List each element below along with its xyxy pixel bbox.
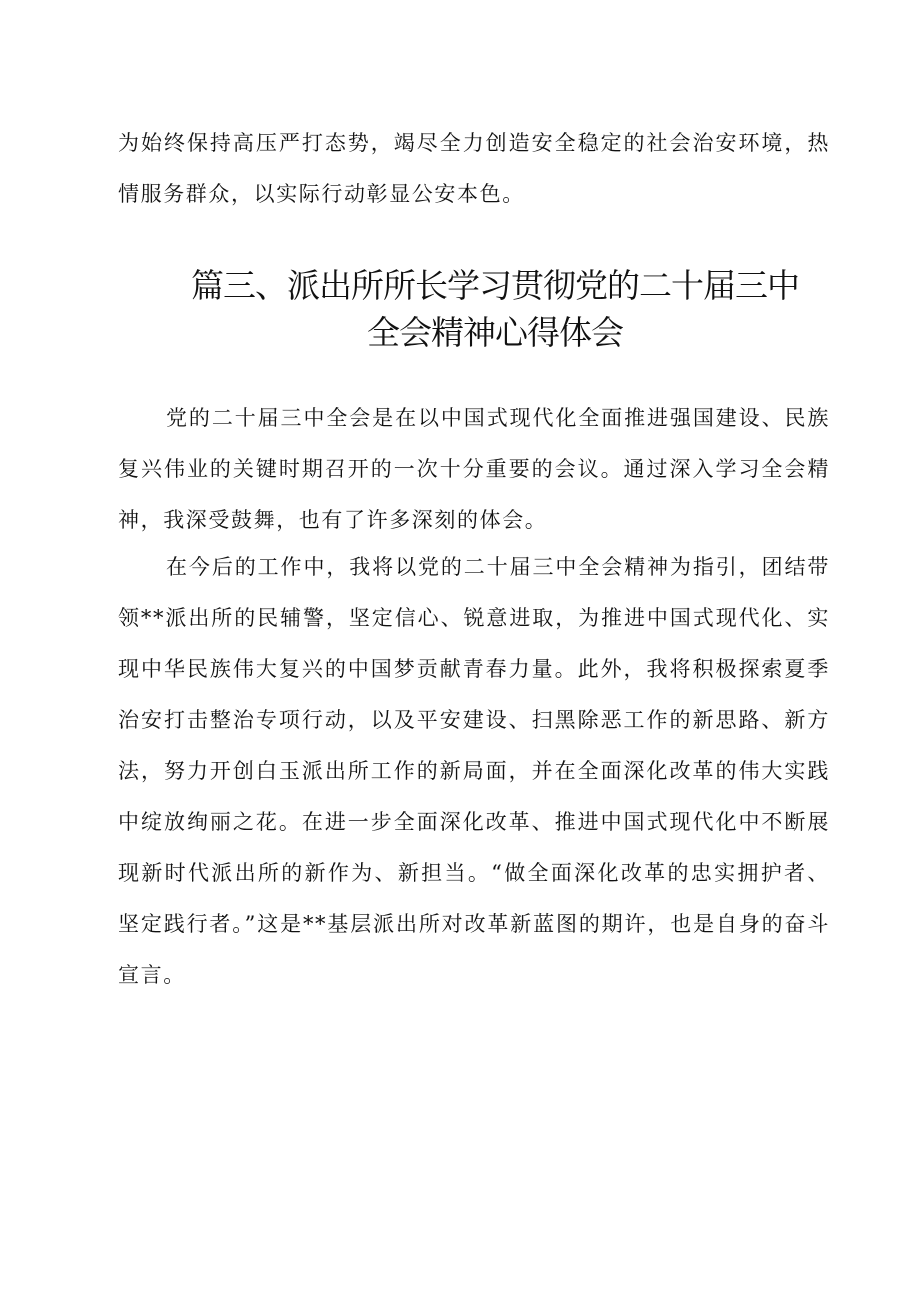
- section-title-line-1: 篇三、派出所所长学习贯彻党的二十届三中: [191, 266, 799, 305]
- paragraph-1: 党的二十届三中全会是在以中国式现代化全面推进强国建设、民族复兴伟业的关键时期召开的一次十分重要的会议。通过深入学习全会精神，我深受鼓舞，也有了许多深刻的体会。: [118, 406, 830, 532]
- section-title: [100, 262, 890, 356]
- paragraph-2: 在今后的工作中，我将以党的二十届三中全会精神为指引，团结带领**派出所的民辅警，坚定信心、锐意进取，为推进中国式现代化、实现中华民族伟大复兴的中国梦贡献青春力量。此外，我将积极探索夏季治安打击整治专项行动，以及平安建设、扫黑除恶工作的新思路、新方法，努力开创白玉派出所工作的新局面，并在全面深化改革的伟大实践中绽放绚丽之花。在进一步全面深化改革、推进中国式现代化中不断展现新时代派出所的新作为、新担当。“做全面深化改革的忠实拥护者、坚定践行者。”这是**基层派出所对改革新蓝图的期许，也是自身的奋斗宣言。: [118, 555, 830, 987]
- paragraph-continued: 为始终保持高压严打态势，竭尽全力创造安全稳定的社会治安环境，热情服务群众，以实际行动彰显公安本色。: [118, 131, 830, 206]
- section-title-line-2: 全会精神心得体会: [367, 313, 623, 352]
